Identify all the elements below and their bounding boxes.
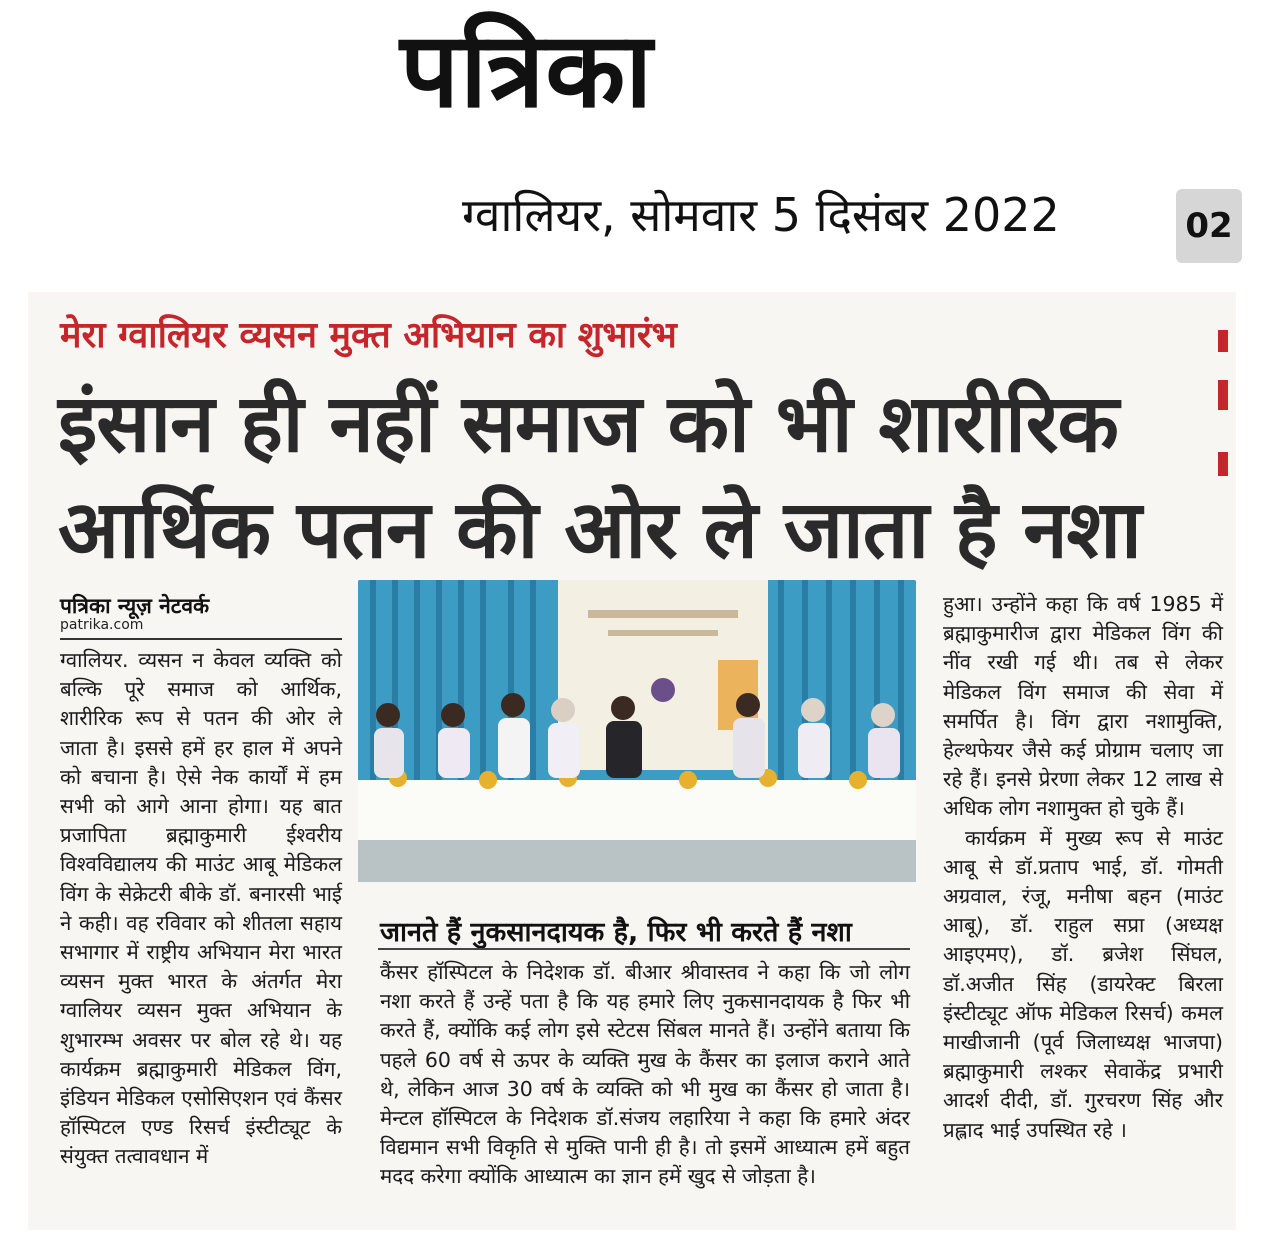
adjacent-column-edge	[1218, 330, 1228, 352]
headline-line-2: आर्थिक पतन की ओर ले जाता है नशा	[58, 483, 1141, 576]
event-photo	[358, 580, 916, 882]
kicker: मेरा ग्वालियर व्यसन मुक्त अभियान का शुभारंभ	[60, 315, 677, 356]
column-1-text: ग्वालियर. व्यसन न केवल व्यक्ति को बल्कि पूरे समाज को आर्थिक, शारीरिक रूप से पतन की ओर ले जाता है। इससे हमें हर हाल में अपने को बचाना है। ऐसे नेक कार्यों में हम सभी को आगे आना होगा। यह बात प्रजापिता ब्रह्माकुमारी ईश्वरीय विश्वविद्यालय की माउंट आबू मेडिकल विंग के सेक्रेटरी बीके डॉ. बनारसी भाई ने कही। वह रविवार को शीतला सहाय सभागार में राष्ट्रीय अभियान मेरा भारत व्यसन मुक्त भारत के अंतर्गत मेरा ग्वालियर व्यसन मुक्त अभियान के शुभारम्भ अवसर पर बोल रहे थे। यह कार्यक्रम ब्रह्माकुमारी मेडिकल विंग, इंडियन मेडिकल एसोसिएशन एवं कैंसर हॉस्पिटल एण्ड रिसर्च इंस्टीट्यूट के संयुक्त तत्वावधान में	[60, 648, 342, 1169]
site-url: patrika.com	[60, 617, 144, 633]
headline-line-1: इंसान ही नहीं समाज को भी शारीरिक	[58, 377, 1118, 470]
masthead: पत्रिका	[400, 9, 654, 131]
stage-event-photo-icon	[358, 580, 916, 882]
column-3-paragraph-2: कार्यक्रम में मुख्य रूप से माउंट आबू से डॉ.प्रताप भाई, डॉ. गोमती अग्रवाल, रंजू, मनीषा बहन (माउंट आबू), डॉ. राहुल सप्रा (अध्यक्ष आइएमए), डॉ. ब्रजेश सिंघल, डॉ.अजीत सिंह (डायरेक्ट बिरला इंस्टीट्यूट ऑफ मेडिकल रिसर्च) कमल माखीजानी (पूर्व जिलाध्यक्ष भाजपा) ब्रह्माकुमारी लश्कर सेवाकेंद्र प्रभारी आदर्श दीदी, डॉ. गुरचरण सिंह और प्रह्लाद भाई उपस्थित रहे ।	[943, 825, 1223, 1142]
adjacent-column-edge	[1218, 380, 1228, 410]
subheading-divider	[378, 948, 910, 950]
column-3	[943, 590, 1223, 1145]
column-2-text: कैंसर हॉस्पिटल के निदेशक डॉ. बीआर श्रीवास्तव ने कहा कि जो लोग नशा करते हैं उन्हें पता है कि यह हमारे लिए नुकसानदायक है फिर भी करते हैं, क्योंकि कई लोग इसे स्टेटस सिंबल मानते हैं। उन्होंने बताया कि पहले 60 वर्ष से ऊपर के व्यक्ति मुख के कैंसर का इलाज कराने आते थे, लेकिन आज 30 वर्ष के व्यक्ति को भी मुख का कैंसर हो जाता है। मेन्टल हॉस्पिटल के निदेशक डॉ.संजय लहारिया ने कहा कि हमारे अंदर विद्यमान सभी विकृति से मुक्ति पानी ही है। तो इसमें आध्यात्म हमें बहुत मदद करेगा क्योंकि आध्यात्म का ज्ञान हमें खुद से जोड़ता है।	[380, 960, 910, 1189]
dateline: ग्वालियर, सोमवार 5 दिसंबर 2022	[462, 188, 1060, 242]
page-number-badge: 02	[1176, 189, 1242, 263]
byline-divider	[60, 638, 342, 640]
column-3-paragraph-1: हुआ। उन्होंने कहा कि वर्ष 1985 में ब्रह्माकुमारीज द्वारा मेडिकल विंग की नींव रखी गई थी। तब से लेकर मेडिकल विंग समाज की सेवा में समर्पित है। विंग द्वारा नशामुक्ति, हेल्थफेयर जैसे कई प्रोग्राम चलाए जा रहे हैं। इनसे प्रेरणा लेकर 12 लाख से अधिक लोग नशामुक्त हो चुके हैं।	[943, 592, 1223, 821]
byline: पत्रिका न्यूज़ नेटवर्क	[60, 594, 210, 618]
subheading: जानते हैं नुकसानदायक है, फिर भी करते हैं नशा	[380, 917, 852, 948]
adjacent-column-edge	[1218, 452, 1228, 476]
